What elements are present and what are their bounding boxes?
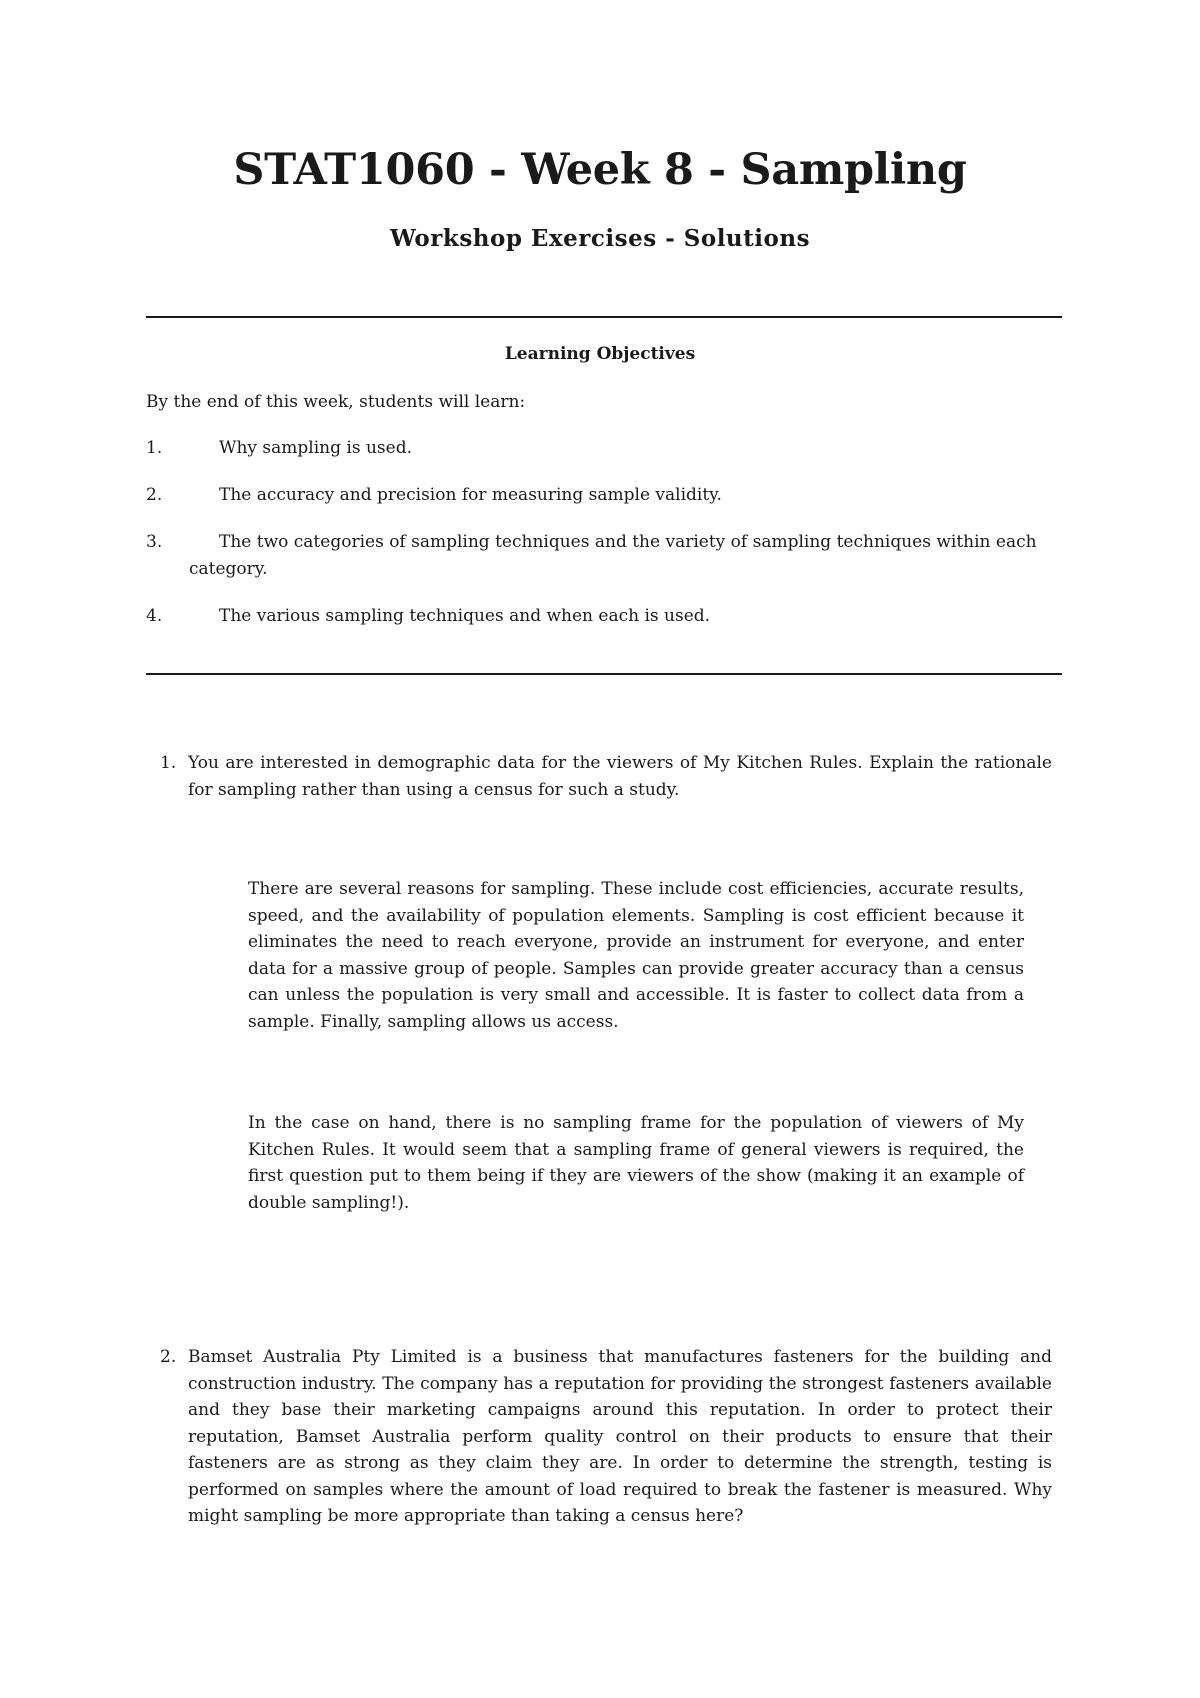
question-1 xyxy=(146,750,1052,803)
question-2 xyxy=(146,1344,1052,1530)
objective-number: 3. xyxy=(146,532,163,552)
objective-item xyxy=(146,482,1062,509)
document-title: STAT1060 - Week 8 - Sampling xyxy=(233,145,967,195)
objective-item xyxy=(146,603,1062,630)
learning-objectives-heading: Learning Objectives xyxy=(504,344,696,364)
objective-number: 4. xyxy=(146,606,163,626)
answer-paragraph: In the case on hand, there is no sampling frame for the population of viewers of My Kitchen Rules. It would seem that a sampling frame of general viewers is required, the first question put to them being if they are viewers of the show (making it an example of double sampling!). xyxy=(248,1113,1024,1213)
question-number: 2. xyxy=(160,1347,177,1367)
objective-text: The accuracy and precision for measuring sample validity. xyxy=(219,485,722,505)
objective-number: 2. xyxy=(146,485,163,505)
answer-paragraph: There are several reasons for sampling. These include cost efficiencies, accurate results, speed, and the availability of population elements. Sampling is cost efficient because it eliminates the need to reach everyone, provide an instrument for everyone, and enter data for a massive group of people. Samples can provide greater accuracy than a census can unless the population is very small and accessible. It is faster to collect data from a sample. Finally, sampling allows us access. xyxy=(248,879,1024,1032)
objective-number: 1. xyxy=(146,438,163,458)
bottom-divider xyxy=(146,673,1062,675)
objectives-intro: By the end of this week, students will learn: xyxy=(146,392,526,412)
question-text: You are interested in demographic data for the viewers of My Kitchen Rules. Explain the rationale for sampling rather than using a census for such a study. xyxy=(188,753,1052,800)
objective-item xyxy=(146,529,1062,582)
objective-text: The various sampling techniques and when each is used. xyxy=(219,606,711,626)
top-divider xyxy=(146,316,1062,318)
objective-item xyxy=(146,435,1062,462)
question-text: Bamset Australia Pty Limited is a business that manufactures fasteners for the building and construction industry. The company has a reputation for providing the strongest fasteners available and they base their marketing campaigns around this reputation. In order to protect their reputation, Bamset Australia perform quality control on their products to ensure that their fasteners are as strong as they claim they are. In order to determine the strength, testing is performed on samples where the amount of load required to break the fastener is measured. Why might sampling be more appropriate than taking a census here? xyxy=(188,1347,1052,1526)
objective-text: Why sampling is used. xyxy=(219,438,412,458)
question-number: 1. xyxy=(160,753,177,773)
document-subtitle: Workshop Exercises - Solutions xyxy=(389,225,811,252)
objective-text: The two categories of sampling techniques and the variety of sampling techniques within each category. xyxy=(189,532,1037,579)
